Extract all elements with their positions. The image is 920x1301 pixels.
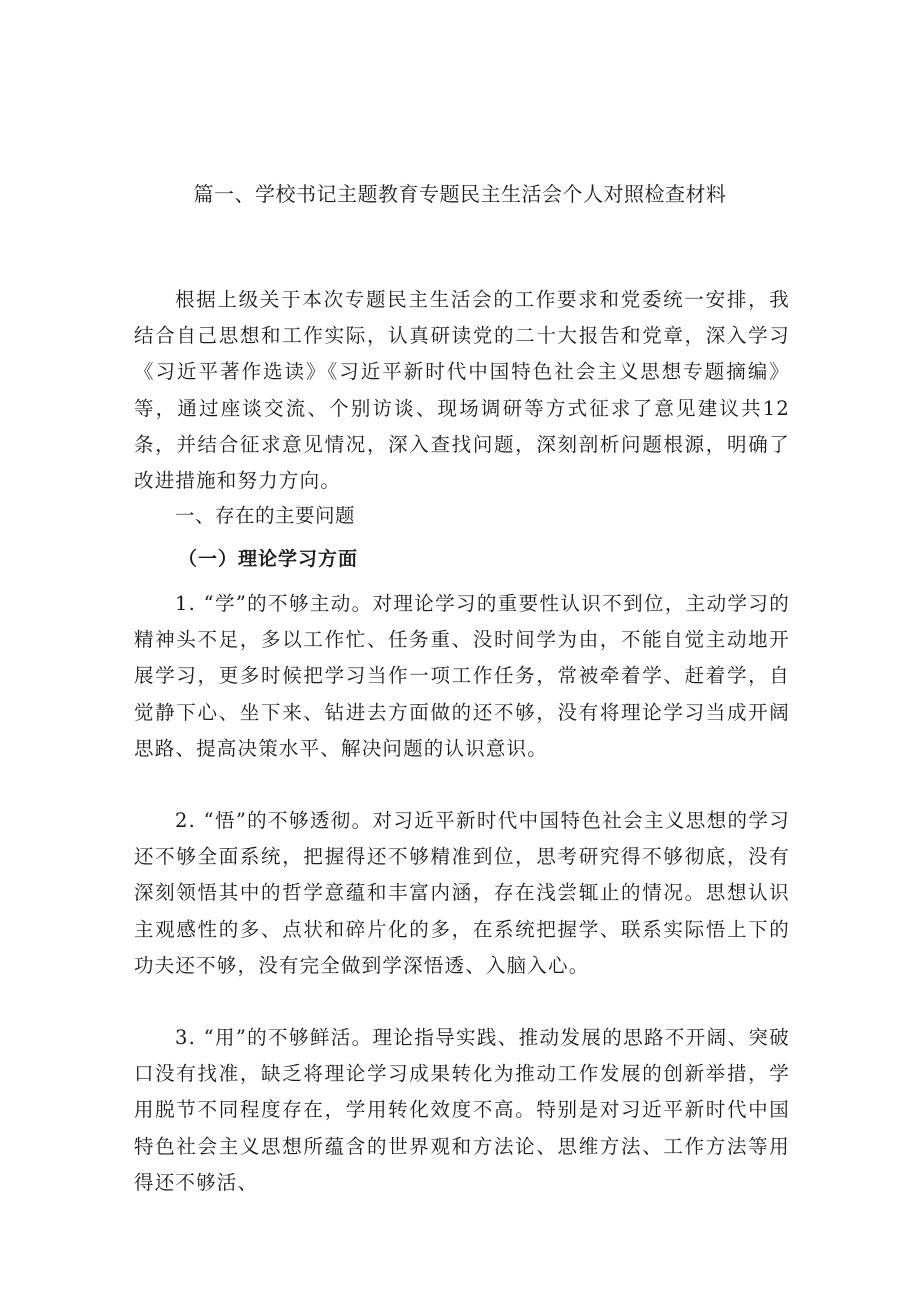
intro-paragraph: 根据上级关于本次专题民主生活会的工作要求和党委统一安排，我结合自己思想和工作实际，认真研读党的二十大报告和党章，深入学习《习近平著作选读》《习近平新时代中国特色社会主义思想专题摘编》等，通过座谈交流、个别访谈、现场调研等方式征求了意见建议共12条，并结合征求意见情况，深入查找问题，深刻剖析问题根源，明确了改进措施和努力方向。 [134,288,790,493]
document-title: 篇一、学校书记主题教育专题民主生活会个人对照检查材料 [193,182,727,206]
list-item: 3. “用”的不够鲜活。理论指导实践、推动发展的思路不开阔、突破口没有找准，缺乏将理论学习成果转化为推动工作发展的创新举措，学用脱节不同程度存在，学用转化效度不高。特别是对习近平新时代中国特色社会主义思想所蕴含的世界观和方法论、思维方法、工作方法等用得还不够活、 [134,1026,790,1194]
list-item: 1. “学”的不够主动。对理论学习的重要性认识不到位，主动学习的精神头不足，多以工作忙、任务重、没时间学为由，不能自觉主动地开展学习，更多时候把学习当作一项工作任务，常被牵着学、赶着学，自觉静下心、坐下来、钻进去方面做的还不够，没有将理论学习当成开阔思路、提高决策水平、解决问题的认识意识。 [134,592,790,760]
subsection-heading: （一）理论学习方面 [178,548,359,570]
section-heading: 一、存在的主要问题 [175,504,356,527]
list-item: 2. “悟”的不够透彻。对习近平新时代中国特色社会主义思想的学习还不够全面系统，把握得还不够精准到位，思考研究得不够彻底，没有深刻领悟其中的哲学意蕴和丰富内涵，存在浅尝辄止的情况。思想认识主观感性的多、点状和碎片化的多，在系统把握学、联系实际悟上下的功夫还不够，没有完全做到学深悟透、入脑入心。 [134,809,790,977]
